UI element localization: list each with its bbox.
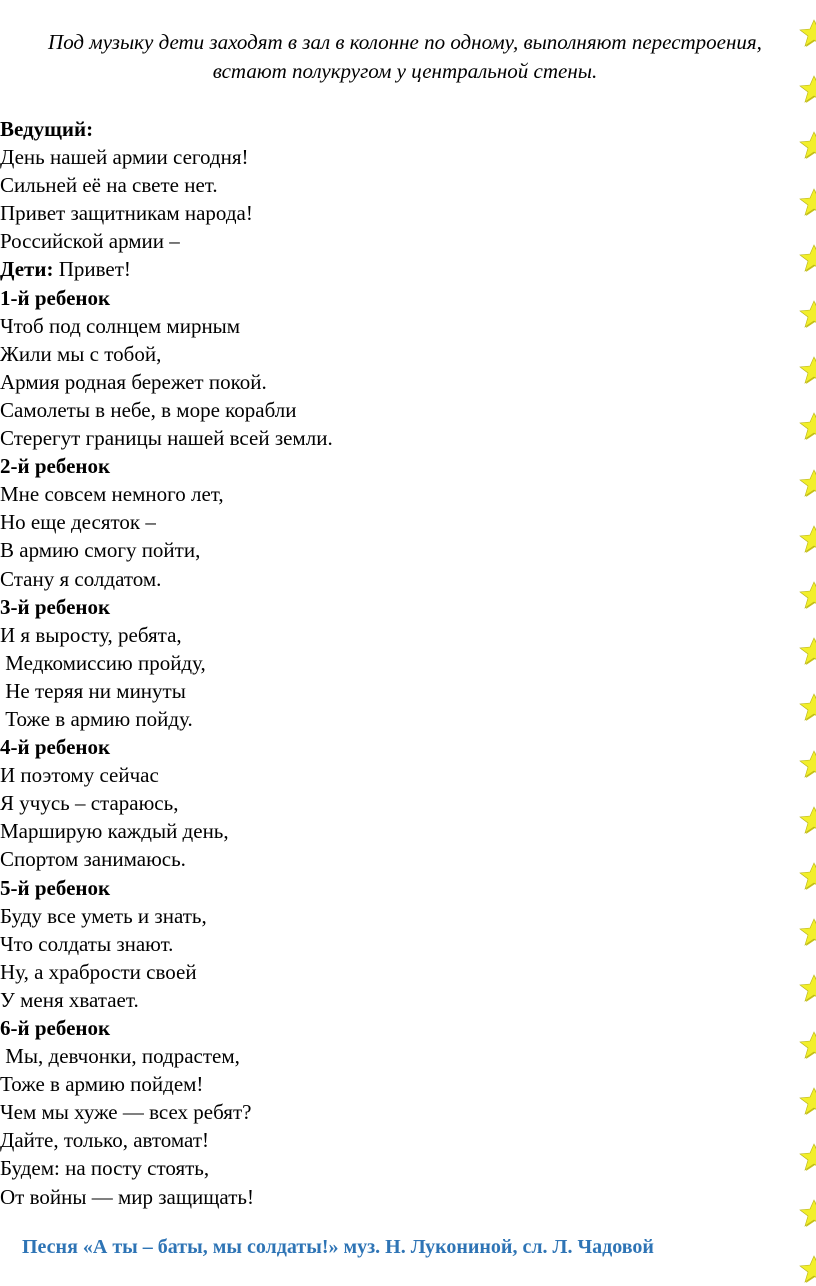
script-line	[0, 593, 780, 621]
song-title: Песня «А ты – баты, мы солдаты!» муз. Н. Лукониной, сл. Л. Чадовой	[22, 1236, 654, 1258]
line-text: Чем мы хуже — всех ребят?	[0, 1100, 252, 1125]
script-line	[0, 480, 780, 508]
script-line	[0, 115, 780, 143]
speaker-label: 3-й ребенок	[0, 594, 111, 619]
star-icon	[798, 355, 816, 387]
line-text: Самолеты в небе, в море корабли	[0, 397, 297, 422]
script-line	[0, 171, 780, 199]
line-text: В армию смогу пойти,	[0, 538, 201, 563]
script-line	[0, 761, 780, 789]
line-text: И поэтому сейчас	[0, 763, 159, 788]
script-line	[0, 677, 780, 705]
script-line	[0, 396, 780, 424]
script-line	[0, 199, 780, 227]
line-text: Будем: на посту стоять,	[0, 1156, 210, 1181]
star-icon	[798, 1254, 816, 1286]
line-text: Марширую каждый день,	[0, 819, 229, 844]
line-text: Жили мы с тобой,	[0, 341, 162, 366]
star-icon	[798, 524, 816, 556]
script-line	[0, 1183, 780, 1211]
script-line	[0, 817, 780, 845]
star-icon	[798, 243, 816, 275]
line-text: Российской армии –	[0, 229, 180, 254]
stage-direction: Под музыку дети заходят в зал в колонне по одному, выполняют перестроения, встают полукругом у центральной стены.	[48, 30, 762, 83]
star-border	[794, 0, 816, 1266]
script-line	[0, 368, 780, 396]
speaker-label: 6-й ребенок	[0, 1016, 111, 1040]
star-icon	[798, 580, 816, 612]
line-text: Ну, а храбрости своей	[0, 959, 197, 984]
line-text: Дайте, только, автомат!	[0, 1128, 210, 1153]
script-line	[0, 255, 780, 283]
line-text: Сильней её на свете нет.	[0, 173, 218, 198]
script-line	[0, 1014, 780, 1042]
line-text: Медкомиссию пройду,	[0, 650, 206, 675]
star-icon	[798, 973, 816, 1005]
speaker-label: 2-й ребенок	[0, 454, 111, 479]
star-icon	[798, 130, 816, 162]
script-line	[0, 733, 780, 761]
script-text	[0, 115, 780, 1211]
speaker-label: 4-й ребенок	[0, 735, 111, 760]
star-icon	[798, 187, 816, 219]
line-text: И я выросту, ребята,	[0, 622, 182, 647]
line-text: Мне совсем немного лет,	[0, 482, 224, 507]
line-text: Чтоб под солнцем мирным	[0, 313, 241, 338]
line-text: Не теряя ни минуты	[0, 678, 186, 703]
line-text: От войны — мир защищать!	[0, 1184, 254, 1209]
line-text: Что солдаты знают.	[0, 931, 174, 956]
script-line	[0, 452, 780, 480]
script-line	[0, 1042, 780, 1070]
star-icon	[798, 468, 816, 500]
star-icon	[798, 692, 816, 724]
script-line	[0, 1154, 780, 1182]
line-text: Но еще десяток –	[0, 510, 156, 535]
script-line	[0, 312, 780, 340]
line-text: У меня хватает.	[0, 987, 139, 1012]
line-text: День нашей армии сегодня!	[0, 145, 249, 170]
script-line	[0, 143, 780, 171]
line-text: Стерегут границы нашей всей земли.	[0, 426, 333, 451]
star-icon	[798, 749, 816, 781]
star-icon	[798, 1142, 816, 1174]
line-text: Привет!	[53, 257, 131, 282]
speaker-label: Ведущий:	[0, 117, 94, 141]
line-text: Привет защитникам народа!	[0, 201, 253, 226]
script-line	[0, 424, 780, 452]
star-icon	[798, 18, 816, 50]
line-text: Буду все уметь и знать,	[0, 903, 207, 928]
line-text: Армия родная бережет покой.	[0, 369, 267, 394]
star-icon	[798, 411, 816, 443]
star-icon	[798, 861, 816, 893]
script-line	[0, 930, 780, 958]
star-icon	[798, 74, 816, 106]
script-line	[0, 1098, 780, 1126]
script-line	[0, 340, 780, 368]
script-line	[0, 621, 780, 649]
script-line	[0, 789, 780, 817]
line-text: Я учусь – стараюсь,	[0, 791, 179, 816]
star-icon	[798, 299, 816, 331]
line-text: Тоже в армию пойдем!	[0, 1072, 204, 1097]
star-icon	[798, 1030, 816, 1062]
script-line	[0, 227, 780, 255]
script-line	[0, 284, 780, 312]
speaker-label: 5-й ребенок	[0, 875, 111, 900]
star-icon	[798, 805, 816, 837]
line-text: Стану я солдатом.	[0, 566, 162, 591]
script-line	[0, 649, 780, 677]
script-line	[0, 1126, 780, 1154]
script-line	[0, 705, 780, 733]
script-line	[0, 508, 780, 536]
speaker-label: 1-й ребенок	[0, 285, 111, 310]
star-icon	[798, 636, 816, 668]
line-text: Спортом занимаюсь.	[0, 847, 186, 872]
script-line	[0, 1070, 780, 1098]
line-text: Мы, девчонки, подрастем,	[0, 1044, 240, 1069]
script-line	[0, 536, 780, 564]
star-icon	[798, 1198, 816, 1230]
script-line	[0, 902, 780, 930]
script-line	[0, 874, 780, 902]
script-line	[0, 986, 780, 1014]
star-icon	[798, 1086, 816, 1118]
line-text: Тоже в армию пойду.	[0, 706, 193, 731]
script-line	[0, 958, 780, 986]
star-icon	[798, 917, 816, 949]
script-line	[0, 845, 780, 873]
speaker-label: Дети:	[0, 257, 54, 282]
script-line	[0, 565, 780, 593]
